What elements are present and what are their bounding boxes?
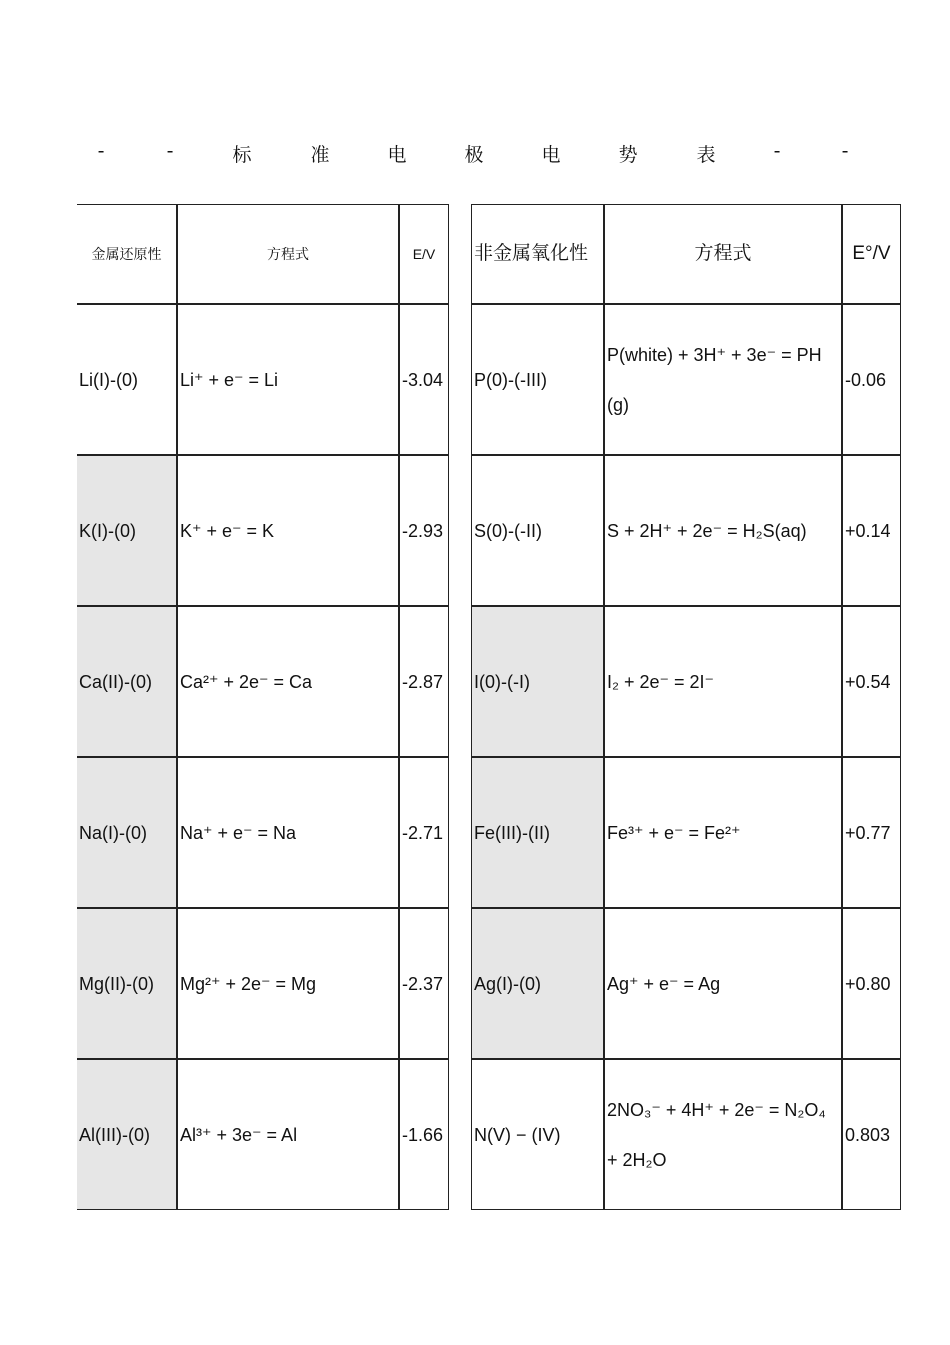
- equation-cell: Mg²⁺ + 2e⁻ = Mg: [177, 908, 399, 1059]
- header-nonmetal-oxidizability: 非金属氧化性: [471, 204, 604, 304]
- potential-cell: -2.37: [399, 908, 449, 1059]
- equation-cell: P(white) + 3H⁺ + 3e⁻ = PH(g): [604, 304, 842, 455]
- equation-cell: Al³⁺ + 3e⁻ = Al: [177, 1059, 399, 1210]
- title-char: 极: [464, 144, 484, 166]
- metal-reduction-table: [77, 204, 449, 1210]
- title-char: 电: [387, 144, 407, 166]
- table-header-row: [471, 204, 901, 304]
- header-equation: 方程式: [177, 204, 399, 304]
- title-char: 表: [696, 144, 716, 166]
- title-char: -: [773, 140, 781, 162]
- equation-cell: Na⁺ + e⁻ = Na: [177, 757, 399, 908]
- table-row: [77, 908, 449, 1059]
- couple-cell: Li(I)-(0): [77, 304, 177, 455]
- title-char: -: [841, 140, 849, 162]
- nonmetal-oxidation-table: [471, 204, 901, 1210]
- couple-cell: P(0)-(-III): [471, 304, 604, 455]
- header-potential: E°/V: [842, 204, 901, 304]
- title-char: 准: [310, 144, 330, 166]
- header-potential: E/V: [399, 204, 449, 304]
- equation-cell: 2NO₃⁻ + 4H⁺ + 2e⁻ = N₂O₄ + 2H₂O: [604, 1059, 842, 1210]
- couple-cell: Ca(II)-(0): [77, 606, 177, 757]
- potential-cell: -2.87: [399, 606, 449, 757]
- table-row: [471, 1059, 901, 1210]
- page-title: [0, 140, 950, 168]
- table-row: [77, 606, 449, 757]
- table-row: [77, 757, 449, 908]
- table-row: [77, 455, 449, 606]
- table-row: [471, 757, 901, 908]
- table-row: [471, 304, 901, 455]
- potential-cell: +0.54: [842, 606, 901, 757]
- potential-cell: +0.14: [842, 455, 901, 606]
- potential-cell: -1.66: [399, 1059, 449, 1210]
- couple-cell: Na(I)-(0): [77, 757, 177, 908]
- potential-cell: -0.06: [842, 304, 901, 455]
- couple-cell: S(0)-(-II): [471, 455, 604, 606]
- equation-cell: Fe³⁺ + e⁻ = Fe²⁺: [604, 757, 842, 908]
- table-row: [77, 1059, 449, 1210]
- potential-cell: -2.71: [399, 757, 449, 908]
- potential-cell: +0.77: [842, 757, 901, 908]
- couple-cell: Fe(III)-(II): [471, 757, 604, 908]
- title-char: 势: [618, 144, 638, 166]
- couple-cell: I(0)-(-I): [471, 606, 604, 757]
- table-row: [471, 606, 901, 757]
- header-metal-reducibility: 金属还原性: [77, 204, 177, 304]
- table-row: [77, 304, 449, 455]
- couple-cell: N(V) − (IV): [471, 1059, 604, 1210]
- potential-cell: -3.04: [399, 304, 449, 455]
- title-char: -: [97, 140, 105, 162]
- title-char: 电: [541, 144, 561, 166]
- potential-cell: +0.80: [842, 908, 901, 1059]
- table-row: [471, 908, 901, 1059]
- table-header-row: [77, 204, 449, 304]
- couple-cell: Mg(II)-(0): [77, 908, 177, 1059]
- couple-cell: K(I)-(0): [77, 455, 177, 606]
- couple-cell: Ag(I)-(0): [471, 908, 604, 1059]
- equation-cell: I₂ + 2e⁻ = 2I⁻: [604, 606, 842, 757]
- equation-cell: K⁺ + e⁻ = K: [177, 455, 399, 606]
- header-equation: 方程式: [604, 204, 842, 304]
- equation-cell: S + 2H⁺ + 2e⁻ = H₂S(aq): [604, 455, 842, 606]
- table-row: [471, 455, 901, 606]
- potential-cell: 0.803: [842, 1059, 901, 1210]
- equation-cell: Li⁺ + e⁻ = Li: [177, 304, 399, 455]
- title-char: -: [166, 140, 174, 162]
- title-char: 标: [232, 144, 252, 166]
- couple-cell: Al(III)-(0): [77, 1059, 177, 1210]
- potential-cell: -2.93: [399, 455, 449, 606]
- equation-cell: Ca²⁺ + 2e⁻ = Ca: [177, 606, 399, 757]
- equation-cell: Ag⁺ + e⁻ = Ag: [604, 908, 842, 1059]
